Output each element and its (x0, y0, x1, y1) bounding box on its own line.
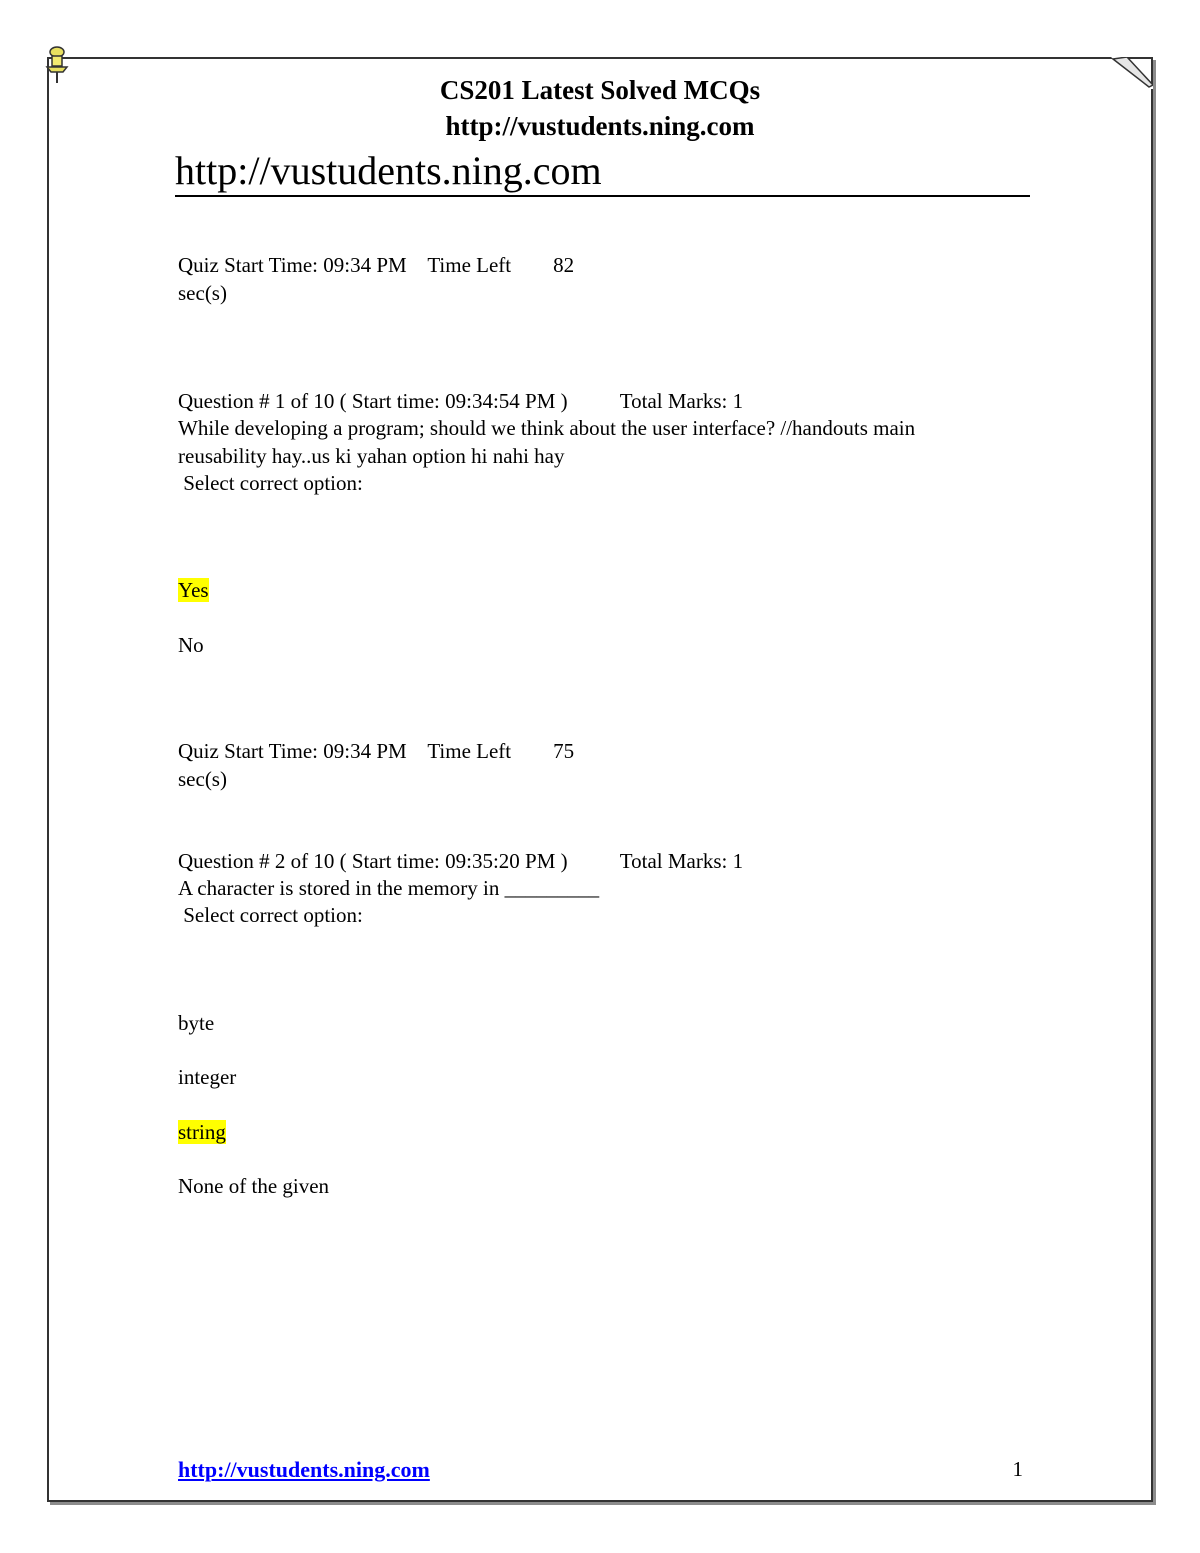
quiz1-option-no: No (178, 633, 204, 657)
quiz2-timer-unit: sec(s) (178, 767, 227, 791)
footer-link[interactable]: http://vustudents.ning.com (178, 1457, 430, 1482)
quiz2-option-integer: integer (178, 1065, 237, 1089)
quiz1-option-yes: Yes (178, 578, 209, 602)
quiz1-question-line2: reusability hay..us ki yahan option hi nahi hay (178, 444, 565, 468)
document-title: CS201 Latest Solved MCQs (439, 75, 761, 105)
quiz2-timer-line: Quiz Start Time: 09:34 PM Time Left 75 (178, 739, 575, 763)
page-number: 1 (1012, 1457, 1023, 1481)
quiz2-select-prompt: Select correct option: (178, 903, 363, 927)
quiz2-option-none: None of the given (178, 1174, 330, 1198)
quiz1-timer-line: Quiz Start Time: 09:34 PM Time Left 82 (178, 253, 575, 277)
document-page (47, 57, 1153, 1502)
site-url-heading: http://vustudents.ning.com (175, 148, 602, 193)
quiz1-timer-unit: sec(s) (178, 281, 227, 305)
quiz2-option-string: string (178, 1120, 226, 1144)
quiz1-question-line1: While developing a program; should we think about the user interface? //handouts main (178, 416, 916, 440)
quiz2-question-line1: A character is stored in the memory in _________ (178, 876, 600, 900)
quiz1-question-header: Question # 1 of 10 ( Start time: 09:34:54 PM ) Total Marks: 1 (178, 389, 744, 413)
quiz2-question-header: Question # 2 of 10 ( Start time: 09:35:20 PM ) Total Marks: 1 (178, 849, 744, 873)
heading-underline (175, 195, 1030, 197)
document-subtitle: http://vustudents.ning.com (445, 111, 755, 141)
quiz1-select-prompt: Select correct option: (178, 471, 363, 495)
quiz2-option-byte: byte (178, 1011, 215, 1035)
